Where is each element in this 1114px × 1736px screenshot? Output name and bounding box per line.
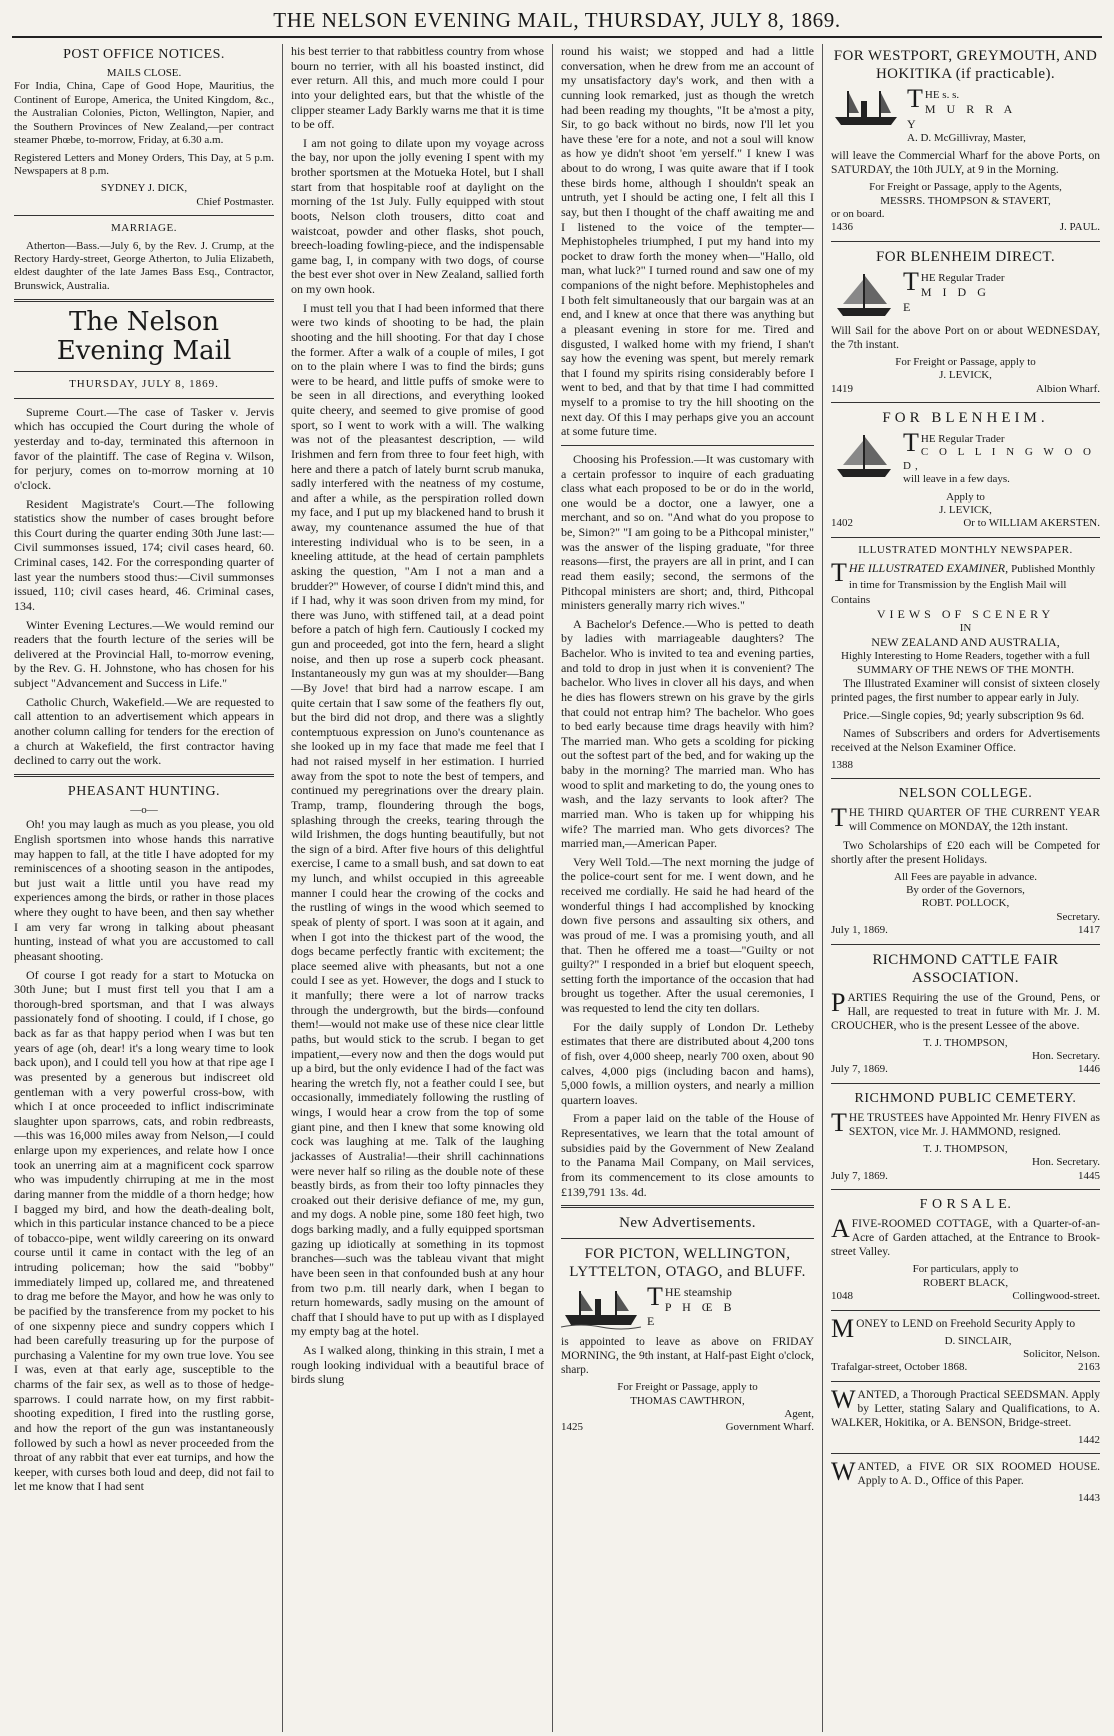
pheasant-hunting-heading: PHEASANT HUNTING.: [67, 783, 221, 799]
drop-cap-t: T: [903, 266, 919, 296]
ad-phoebe-agent: THOMAS CAWTHRON,: [630, 1394, 745, 1407]
ad-college-heading: NELSON COLLEGE.: [898, 786, 1033, 802]
ad-money-agent-title: Solicitor, Nelson.: [1023, 1347, 1100, 1360]
ad-murray-apply: For Freight or Passage, apply to the Agents,: [869, 181, 1062, 194]
news-item-well-told: Very Well Told.—The next morning the judge of the police-court sent for me. I went down, and he received me cordially. He said he had heard of the wonderful things I had accomplished by knocking down five persons and assaulting six others, and was proud of me. I was a promising youth, and all that. Then he offered me a toast—"Guilty or not guilty?" I responded in a brief but eloquent speech, setting forth the importance of the occasion that had brought us together. After the usual ceremonies, I was requested to lend the city ten dollars.: [561, 854, 814, 1015]
ad-date: July 7, 1869.: [831, 1169, 888, 1182]
ad-midge-footer: [831, 383, 1100, 396]
ad-murray: [831, 47, 1100, 235]
ad-cemetery-signer-title: Hon. Secretary.: [1031, 1156, 1100, 1169]
column-1: [12, 44, 282, 1732]
ad-midge-ship: M I D G E: [903, 285, 990, 314]
drop-cap-a: A: [831, 1214, 850, 1244]
drop-cap-w: W: [831, 1384, 856, 1414]
ad-collingwood-ship: C O L L I N G W O O D,: [903, 446, 1095, 472]
ad-house-text: ANTED, a FIVE OR SIX ROOMED HOUSE. Apply to A. D., Office of this Paper.: [857, 1461, 1100, 1488]
column-2: [282, 44, 552, 1732]
drop-cap-t: T: [831, 803, 847, 833]
ad-place: Collingwood-street.: [1012, 1290, 1100, 1303]
drop-cap-p: P: [831, 987, 846, 1017]
ad-midge-text: Will Sail for the above Port on or about WEDNESDAY, the 7th instant.: [831, 324, 1100, 351]
ad-seedsman-text-row: [831, 1384, 1100, 1430]
ad-alt-agent: Or to WILLIAM AKERSTEN.: [963, 517, 1100, 530]
ad-phoebe: [561, 1245, 814, 1435]
ad-midge-intro: HE Regular Trader: [920, 271, 1005, 284]
ad-number: 1048: [831, 1290, 853, 1303]
divider: [561, 445, 814, 446]
ad-for-sale: [831, 1196, 1100, 1303]
divider: [831, 1083, 1100, 1084]
ad-number: 1388: [831, 758, 853, 771]
ad-collingwood-agent: J. LEVICK,: [939, 504, 992, 516]
drop-cap-m: M: [831, 1313, 855, 1343]
ad-place: Albion Wharf.: [1036, 382, 1100, 395]
drop-cap-t: T: [647, 1282, 663, 1312]
post-office-text-1: For India, China, Cape of Good Hope, Mauritius, the Continent of Europe, America, the United Kingdom, &c., the Australian Colonies, Picton, Wellington, Napier, and the Southern Provinces of New Zealand,—per contract steamer Phœbe, to-morrow, Friday, at 6.30 a.m.: [14, 80, 274, 147]
ad-phoebe-footer: [561, 1421, 814, 1434]
ad-number: 2163: [1078, 1361, 1100, 1374]
ad-sale-footer: [831, 1290, 1100, 1303]
ad-phoebe-freight: For Freight or Passage, apply to: [617, 1381, 758, 1394]
ad-place: Government Wharf.: [725, 1421, 814, 1434]
ad-examiner-nz: NEW ZEALAND AND AUSTRALIA,: [871, 635, 1060, 650]
drop-cap-t: T: [831, 1107, 847, 1137]
ad-murray-ship: M U R R A Y: [907, 102, 1016, 132]
ad-phoebe-agent-title: Agent,: [784, 1407, 814, 1420]
ad-cemetery-signer: T. J. THOMPSON,: [923, 1142, 1008, 1155]
ad-phoebe-heading: FOR PICTON, WELLINGTON, LYTTELTON, OTAGO, and BLUFF.: [569, 1246, 806, 1281]
ad-collingwood-footer: [831, 517, 1100, 530]
ad-college-text-2: Two Scholarships of £20 each will be Competed for shortly after the present Holidays.: [831, 839, 1100, 866]
divider: [831, 778, 1100, 779]
ad-murray-text: will leave the Commercial Wharf for the above Ports, on SATURDAY, the 10th JULY, at 9 in the Morning.: [831, 150, 1100, 177]
flag-date: THURSDAY, JULY 8, 1869.: [69, 378, 219, 391]
ad-cemetery-text-row: [831, 1107, 1100, 1139]
divider: [14, 774, 274, 777]
ad-cattle-footer: [831, 1063, 1100, 1076]
news-item-subsidies: From a paper laid on the table of the House of Representatives, we learn that the total amount of subsidies paid by the Government of New Zealand to the Panama Mail Company, on Mail services, from its commencement to its close amounts to £139,791 13s. 4d.: [561, 1111, 814, 1199]
steamship-icon: [561, 1285, 641, 1331]
ad-college-order: By order of the Governors,: [906, 883, 1025, 896]
drop-cap-t: T: [831, 558, 847, 588]
ad-collingwood-text: will leave in a few days.: [903, 473, 1010, 486]
section-ornament: —o—: [130, 803, 158, 816]
ad-examiner-views: VIEWS OF SCENERY: [876, 607, 1055, 622]
ad-number: 1417: [1078, 924, 1100, 937]
news-item-lectures: Winter Evening Lectures.—We would remind our readers that the fourth lecture of the series will be delivered at the Provincial Hall, to-morrow evening, by the Rev. G. H. Johnstone, who has chosen for his subject "Advancement and Success in Life.": [14, 617, 274, 691]
column-3: [552, 44, 822, 1732]
ad-examiner-heading: ILLUSTRATED MONTHLY NEWSPAPER.: [858, 543, 1073, 556]
drop-cap-t: T: [907, 84, 923, 113]
ad-house: [831, 1457, 1100, 1505]
article-paragraph: Oh! you may laugh as much as you please, you old English sportsmen into whose hands this narrative may happen to fall, at the title I have adopted for my reminiscences of a shooting season in the antipodes, but just wait a little until you have read my experiences among the birds, or rather in those places where they ought to have been, and then say whether I am very far wrong in talking about pheasant hunting, instead of what you are accustomed to call pheasant shooting.: [14, 817, 274, 963]
ad-examiner-summary: SUMMARY OF THE NEWS OF THE MONTH.: [856, 663, 1075, 676]
post-office-signer: SYDNEY J. DICK,: [100, 182, 188, 195]
news-item-bachelor: A Bachelor's Defence.—Who is petted to death by ladies with marriageable daughters? The Bachelor. Who is invited to tea and evening parties, and told to drop in just when it is convenient? The bachelor. Who lives in clover all his days, and when he dies has flowers strewn on his grave by the girls that could not entrap him? The bachelor. Who goes to bed early because time drags heavily with him? The married man. Who gets a scolding for picking out the softest part of the bed, and for waking up the baby in the morning? The married man. Who has wood to split and marketing to do, the young ones to wash, and the lazy servants to look after? The married man. Who is taken up for whipping his wife? The married man. Who gets divorces? The married man,—American Paper.: [561, 616, 814, 851]
ad-money: [831, 1313, 1100, 1375]
ad-money-text: ONEY to LEND on Freehold Security Apply to: [856, 1317, 1076, 1330]
sailing-ship-icon: [831, 270, 897, 320]
new-advertisements-heading: New Advertisements.: [619, 1215, 756, 1232]
ad-college-signer-title: Secretary.: [1056, 910, 1100, 923]
divider: [831, 944, 1100, 945]
divider: [14, 371, 274, 372]
ad-phoebe-intro: HE steamship: [664, 1285, 732, 1300]
marriage-text: Atherton—Bass.—July 6, by the Rev. J. Crump, at the Rectory Hardy-street, George Atherton, to Julia Elizabeth, eldest daughter of the late James Bass Esq., Contractor, Brunswick, Australia.: [14, 239, 274, 292]
divider: [561, 1238, 814, 1239]
divider: [831, 1381, 1100, 1382]
divider: [831, 1453, 1100, 1454]
ad-midge-agent: J. LEVICK,: [939, 369, 992, 382]
ad-house-text-row: [831, 1457, 1100, 1488]
ad-murray-intro: HE s. s.: [924, 89, 960, 101]
ad-cattle-text-row: [831, 987, 1100, 1033]
news-item-london-supply: For the daily supply of London Dr. Letheby estimates that there are distributed about 4,200 tons of fish, over 4,000 sheep, nearly 700 oxen, about 90 calves, 4,000 pigs (including bacon and hams), 5,000 fowls, a million oysters, and nearly a million quartern loaves.: [561, 1019, 814, 1107]
ad-murray-footer: [831, 221, 1100, 234]
article-paragraph: round his waist; we stopped and had a little conversation, when he drew from me an account of my unsatisfactory day's work, and then with a cunning look remarked, just as though the wretch had been reading my thoughts, "It be a'most a pity, Sir, to go back without no birds, now I'll let you have these 'ere for a note, and not a soul will know as how ye didn't shoot 'em yerself." I knew I was about to do wrong, I was quite aware that if I took these birds home, although I shouldn't speak an untruth, yet I should be acting one, I felt all this I say, but then I thought of the chaff awaiting me and I listened to the voice of the tempter—Mephistopheles triumphed, I put my hand into my pocket to draw forth the money when—"Hallo, old man, what luck?" I turned round and saw one of my companions of the night before. Mephistopheles and I both felt simultaneously that our bargain was at an end, and I knew at once that there was anything but a pleasant evening in store for me. Tired and disgusted, I walked home with my friend, I shan't say how the evening was spent, but merely remark that I found my spirits rising considerably before I went to bed, and that by that time I had committed myself to a promise to try the hill shooting on the next day. Of this I may perhaps give you an account at some future time.: [561, 44, 814, 439]
masthead: THE NELSON EVENING MAIL, THURSDAY, JULY 8, 1869.: [12, 8, 1102, 38]
ad-number: 1419: [831, 382, 853, 395]
ad-college-signer: ROBT. POLLOCK,: [921, 897, 1010, 910]
divider: [14, 299, 274, 302]
ad-college-footer: [831, 924, 1100, 937]
news-item-profession: Choosing his Profession.—It was customary with a certain professor to inquire of each graduating class what each proposed to be or do in the world, one would be a doctor, one a lawyer, one a merchant, and so on. "And what do you propose to be, Simon?" "I am going to be a Pithcopal minister," was the answer of the lisping graduate, "for three reasons—first, the prayers are all in print, and I can read them easily; second, the sermons of the Pithcopal ministers are short; and, third, Pithcopal ministers generally marry rich wives.": [561, 451, 814, 613]
ad-sale-apply: For particulars, apply to: [912, 1263, 1019, 1276]
sailing-ship-icon: [831, 431, 897, 481]
ad-midge: [831, 248, 1100, 396]
ad-examiner-in: IN: [959, 622, 972, 635]
column-4: [822, 44, 1102, 1732]
ad-number: 1445: [1078, 1169, 1100, 1182]
post-office-text-2: Registered Letters and Money Orders, This Day, at 5 p.m. Newspapers at 8 p.m.: [14, 151, 274, 177]
ad-sale-heading: F O R S A L E.: [919, 1197, 1012, 1213]
ad-money-footer: [831, 1361, 1100, 1374]
ad-collingwood-intro: HE Regular Trader: [920, 432, 1005, 445]
ad-money-agent: D. SINCLAIR,: [944, 1334, 1012, 1347]
divider: [831, 1189, 1100, 1190]
ad-collingwood-apply: Apply to: [946, 490, 985, 503]
ad-date: July 1, 1869.: [831, 924, 888, 937]
divider: [831, 1310, 1100, 1311]
ad-examiner-text-1: Published Monthly in time for Transmission by the English Mail will Contains: [831, 563, 1096, 607]
divider: [831, 537, 1100, 538]
article-paragraph: Of course I got ready for a start to Motucka on 30th June; but I must first tell you that I am a thorough-bred sportsman, and that I was always passionately fond of shooting. I could, if I chose, go back as far as that happy period when I was but ten years of age (oh, dear! it's a long weary time to look back upon), and I could tell you how at that ripe age I was presented by a generous but indiscreet old gentleman with a very powerful cross-bow, with which I at once proceeded to inflict indiscriminate slaughter upon sparrows, cats, and robin redbreasts,—this was 16,000 miles away from Nelson,—I could enlarge upon my experiences, and relate how I once took an unerring aim at a magnificent cock sparrow who was impudently chirruping at me in the most daring manner from the middle of a thorn hedge; how I bagged my bird, and how the death-dealing bolt, which in this particular instance chanced to be a piece of tobacco-pipe, went wildly careering on its onward course until it came in contact with the leg of an intruding policeman; how the said "bobby" immediately limped up, collared me, and threatened to drag me before the Mayor, and how he was only to be pacified by the transference from my pocket to his of one sixpenny piece and sundry coppers which I had been carefully treasuring up for the purpose of purchasing a Valentine for my own true love. You see I was, even at that early age, susceptible to the charms of the fair sex, as well as to those of hedge-sparrows. I could narrate how, on my first rabbit-shooting expedition, I fired into the rustling gorse, and how the report of the gun was instantaneously followed by such a howl as never proceeded from the throat of any rabbit that ever eat turnips, and how the keeper, with curses both loud and deep, did not fail to let me know that I had sent: [14, 967, 274, 1494]
article-paragraph: his best terrier to that rabbitless country from whose bourn no terrier, with all his boasted instinct, did ever return. All this, and much more could I pour into your delighted ears, but that the whistle of the clipper steamer Lady Barkly warns me that it is time to be off.: [291, 44, 544, 132]
ad-sale-text-row: [831, 1214, 1100, 1259]
ad-number: 1443: [1078, 1492, 1100, 1505]
ad-college-text-1: HE THIRD QUARTER OF THE CURRENT YEAR will Commence on MONDAY, the 12th instant.: [848, 807, 1100, 834]
ship-row: [831, 84, 1100, 145]
ad-murray-board: or on board.: [831, 207, 885, 220]
ad-examiner-title: HE ILLUSTRATED EXAMINER,: [848, 561, 1009, 576]
ad-examiner-text-2: Highly Interesting to Home Readers, together with a full: [841, 650, 1090, 663]
drop-cap-w: W: [831, 1457, 856, 1487]
ad-number: 1402: [831, 517, 853, 530]
ship-row: [561, 1282, 814, 1331]
ad-midge-apply: For Freight or Passage, apply to: [895, 355, 1036, 368]
ad-signer: J. PAUL.: [1059, 221, 1100, 234]
ad-cemetery: [831, 1090, 1100, 1183]
ad-examiner-names: Names of Subscribers and orders for Advertisements received at the Nelson Examiner Office.: [831, 727, 1100, 754]
ad-seedsman: [831, 1384, 1100, 1447]
ad-cattle-signer: T. J. THOMPSON,: [923, 1036, 1008, 1049]
ad-number: 1442: [1078, 1433, 1100, 1446]
divider: [14, 215, 274, 216]
ad-seedsman-text: ANTED, a Thorough Practical SEEDSMAN. Apply by Letter, stating Salary and Qualifications, to A. WALKER, Hokitika, or A. BENSON, Bridge-street.: [831, 1388, 1100, 1429]
steamship-icon: [831, 87, 901, 131]
drop-cap-t: T: [903, 427, 919, 457]
ad-cemetery-text: HE TRUSTEES have Appointed Mr. Henry FIVEN as SEXTON, vice Mr. J. HAMMOND, resigned.: [848, 1111, 1100, 1138]
ad-phoebe-text: is appointed to leave as above on FRIDAY MORNING, the 9th instant, at Half-past Eight o'clock, sharp.: [561, 1336, 814, 1377]
ad-examiner: [831, 544, 1100, 773]
ad-number: 1446: [1078, 1063, 1100, 1076]
ad-midge-heading: FOR BLENHEIM DIRECT.: [876, 248, 1055, 265]
post-office-signer-title: Chief Postmaster.: [196, 195, 274, 208]
ad-college: [831, 785, 1100, 937]
ad-murray-agents: MESSRS. THOMPSON & STAVERT,: [880, 194, 1051, 207]
mails-close-subheading: MAILS CLOSE.: [106, 67, 182, 80]
news-item-supreme-court: Supreme Court.—The case of Tasker v. Jervis which has occupied the Court during the whole of yesterday and to-day, terminated this afternoon in favor of the plaintiff. The case of Regina v. Wilson, for perjury, comes on to-morrow morning at 10 o'clock.: [14, 404, 274, 492]
news-item-magistrate-court: Resident Magistrate's Court.—The following statistics show the number of cases brought before this Court during the quarter ending 30th June last:—Civil summonses issued, 174; civil cases heard, 60. Criminal cases, 142. For the corresponding quarter of last year the numbers stood thus:—Civil summonses issued, 110; civil cases heard, 46. Criminal cases, 134.: [14, 496, 274, 613]
ad-cattle-heading: RICHMOND CATTLE FAIR ASSOCIATION.: [872, 951, 1059, 986]
ad-date: July 7, 1869.: [831, 1063, 888, 1076]
marriage-heading: MARRIAGE.: [111, 222, 177, 235]
article-paragraph: I must tell you that I had been informed that there were two kinds of shooting to be had, the plain shooting and the hill shooting. For that day I chose the former. After a walk of a couple of miles, I got on to the plain where I was to find the birds; guns were to be heard, and little puffs of smoke were to be seen in all directions, and everything looked quite cheery, and seemed to give promise of good sport, so I went to work with a will. The walking was not of the pleasantest description, — wild Irishmen and fern from three to four feet high, with here and there a patch of lately burnt scrub manuka, sadly interfered with the neatness of my costume, and after a while, as the perspiration rolled down my face, and I put up my blackened hand to brush it away, my countenance assumed the hue of that interesting individual who is to be seen, in a kneeling attitude, at the head of certain pamphlets asking the question, "Am I not a man and a brudder?" However, of course I didn't mind this, and if I had, why it was soon driven from my mind, for there was Juno, with stiffened tail, at a dead point before a patch of high fern. Cautiously I cocked my gun and proceeded, got into the fern, heard a slight noise, and then up rose a superb cock pheasant. Instantaneously my gun was at my shoulder—Bang—By Jove! that bird had a narrow escape. I am quite certain that I saw some of the feathers fly out, but the bird did not drop, and there was a slightly contemptuous expression on Juno's countenance as she looked up in my face that made me feel that I had not raised myself in her estimation. I hurried away from the spot to note the best of tempers, and continued my peregrinations over the dreary plain. Tramp, tramp, floundering through the bogs, splashing through the creeks, tearing through the wild Irishmen, the dogs hunting beautifully, but not the sign of a bird. After five hours of this delightful exercise, I came to a small bush, and sat down to eat my lunch, and whilst occupied in this agreeable manner I could hear the crowing of the cocks and the rustling of wings in the wood which seemed to speak of plenty of sport. I was soon at it again, and when I got into the thickest part of the wood, the dogs became perfectly frantic with excitement; the place seemed alive with pheasants, but not a one could I see as yet. However, the dogs and I stuck to it manfully; there were a lot of narrow tracks through the undergrowth, but the birds—confound them!—would not make use of these nice clear little paths, but would stick to the scrub. I began to get impatient,—every now and then the dogs would put up a bird, but the only evidence I had of the fact was hearing the wretch fly, not a feather could I see, but occasionally, immediately following the rustling of wings, I would hear a crow from the top of some giant pine, and then I knew that some knowing old cock was laughing at me. Talk of the laughing jackasses of Australia!—their shrill cachinnations were never half so riling as the double note of these beastly birds, as from their too lofty pinnacles they croaked out their derisive defiance of me, my gun, and my dogs. A noble pine, some 180 feet high, two dogs barking madly, and a fully equipped sportsman gazing up idiotically at something in its topmost branches—such was the tableau vivant that might have been seen in that confounded bush at any hour from two p.m. till nearly dark, when I began to return homewards, sadly musing on the amount of chaff that I should have to put up with as I displayed my empty bag at the hotel.: [291, 300, 544, 1339]
ship-row: [831, 427, 1100, 487]
ad-place: Trafalgar-street, October 1868.: [831, 1361, 968, 1374]
ad-number: 1425: [561, 1421, 583, 1434]
divider: [561, 1205, 814, 1208]
ad-sale-text: FIVE-ROOMED COTTAGE, with a Quarter-of-an-Acre of Garden attached, at the Entrance to Brook-street Valley.: [831, 1218, 1100, 1259]
ad-cemetery-footer: [831, 1170, 1100, 1183]
ad-number: 1436: [831, 221, 853, 234]
divider: [831, 402, 1100, 403]
divider: [831, 241, 1100, 242]
columns: [12, 44, 1102, 1732]
ad-cemetery-heading: RICHMOND PUBLIC CEMETERY.: [854, 1090, 1077, 1106]
ad-examiner-price: Price.—Single copies, 9d; yearly subscription 9s 6d.: [843, 709, 1085, 722]
ad-collingwood-heading: FOR BLENHEIM.: [882, 409, 1049, 426]
divider: [14, 398, 274, 399]
ship-row: [831, 266, 1100, 320]
post-office-heading: POST OFFICE NOTICES.: [63, 47, 225, 62]
ad-cattle-signer-title: Hon. Secretary.: [1031, 1050, 1100, 1063]
ad-phoebe-ship: P H Œ B E: [647, 1299, 736, 1329]
ad-examiner-title-row: [831, 558, 1100, 607]
ad-college-fees: All Fees are payable in advance.: [894, 870, 1037, 883]
ad-murray-master: A. D. McGillivray, Master,: [907, 131, 1026, 144]
ad-murray-heading: FOR WESTPORT, GREYMOUTH, AND HOKITIKA (if practicable).: [833, 48, 1098, 82]
news-item-catholic-church: Catholic Church, Wakefield.—We are requested to call attention to an advertisement which appears in another column calling for tenders for the erection of a church at Wakefield, the first contractor having declined to carry out the work.: [14, 694, 274, 768]
article-paragraph: I am not going to dilate upon my voyage across the bay, nor upon the jolly evening I spent with my brother sportsmen at the Motueka Hotel, but I shall start from that hospitable roof at daylight on the morning of the 1st July. Fully equipped with stout boots, Nelson cloth trousers, ditto coat and waistcoat, powder and other flasks, shot pouch, breech-loading fowling-piece, and the indispensable game bag, I, in company with two dogs, of course the best ever shot over in New Zealand, sallied forth on my own hook.: [291, 135, 544, 296]
ad-cattle-fair: [831, 951, 1100, 1077]
ad-examiner-text-3: The Illustrated Examiner will consist of sixteen closely printed pages, the first number to appear early in July.: [831, 677, 1100, 704]
newspaper-flag: The Nelson Evening Mail: [56, 307, 232, 366]
ad-college-text-1-row: [831, 803, 1100, 834]
ad-sale-agent: ROBERT BLACK,: [922, 1276, 1009, 1289]
ad-cattle-text: ARTIES Requiring the use of the Ground, Pens, or Hall, are requested to treat in future with Mr. J. M. CROUCHER, who is the present Lessee of the above.: [831, 991, 1100, 1032]
article-paragraph: As I walked along, thinking in this strain, I met a rough looking individual with a beautiful brace of birds slung: [291, 1343, 544, 1387]
ad-collingwood: [831, 409, 1100, 531]
